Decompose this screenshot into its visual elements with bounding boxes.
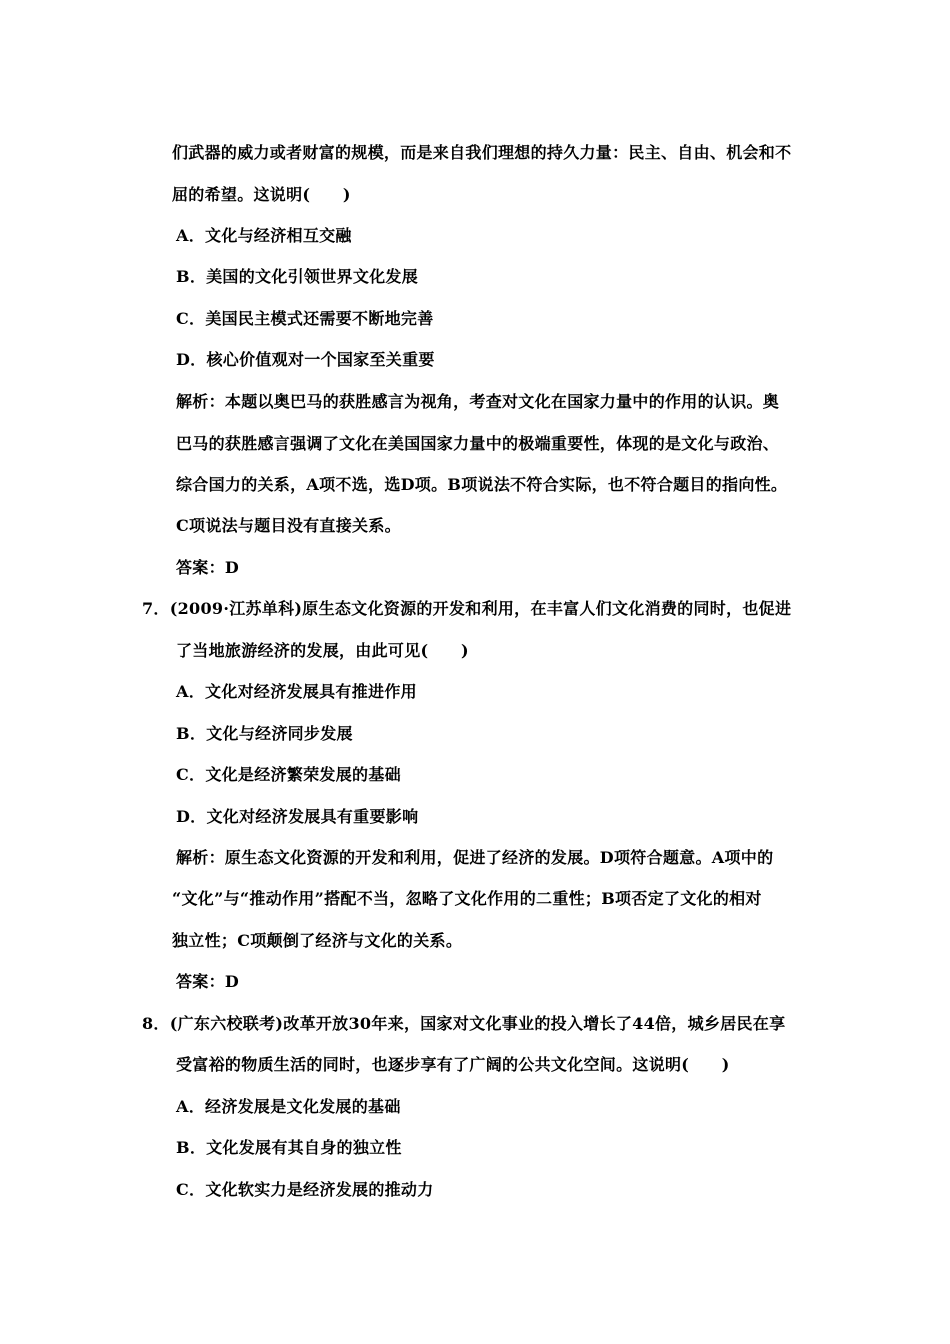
- q6-option-d: D．核心价值观对一个国家至关重要: [176, 350, 435, 369]
- q6-option-c: C．美国民主模式还需要不断地完善: [176, 309, 434, 328]
- q8-option-b: B．文化发展有其自身的独立性: [176, 1138, 402, 1157]
- q6-answer: 答案：D: [176, 558, 240, 577]
- q6-stem-line-1: 们武器的威力或者财富的规模，而是来自我们理想的持久力量：民主、自由、机会和不: [172, 143, 792, 162]
- q7-analysis-line-3: 独立性；C项颠倒了经济与文化的关系。: [172, 931, 463, 950]
- q7-answer: 答案：D: [176, 972, 240, 991]
- q6-analysis-line-2: 巴马的获胜感言强调了文化在美国国家力量中的极端重要性，体现的是文化与政治、: [176, 434, 780, 453]
- q7-stem-line-1: 7．(2009·江苏单科)原生态文化资源的开发和利用，在丰富人们文化消费的同时，也促进: [142, 599, 792, 618]
- q8-stem-line-1: 8．(广东六校联考)改革开放30年来，国家对文化事业的投入增长了44倍，城乡居民在享: [142, 1014, 786, 1033]
- q6-option-b: B．美国的文化引领世界文化发展: [176, 267, 419, 286]
- q8-option-a: A．经济发展是文化发展的基础: [176, 1097, 401, 1116]
- q6-option-a: A．文化与经济相互交融: [176, 226, 352, 245]
- q7-option-c: C．文化是经济繁荣发展的基础: [176, 765, 401, 784]
- q6-analysis-line-1: 解析：本题以奥巴马的获胜感言为视角，考查对文化在国家力量中的作用的认识。奥: [176, 392, 780, 411]
- q8-stem-line-2: 受富裕的物质生活的同时，也逐步享有了广阔的公共文化空间。这说明( ): [176, 1055, 730, 1074]
- q7-analysis-line-1: 解析：原生态文化资源的开发和利用，促进了经济的发展。D项符合题意。A项中的: [176, 848, 774, 867]
- q7-analysis-line-2: “文化”与“推动作用”搭配不当，忽略了文化作用的二重性；B项否定了文化的相对: [172, 889, 762, 908]
- q7-option-b: B．文化与经济同步发展: [176, 724, 353, 743]
- q7-option-d: D．文化对经济发展具有重要影响: [176, 807, 419, 826]
- q6-stem-line-2: 屈的希望。这说明( ): [172, 185, 351, 204]
- q8-option-c: C．文化软实力是经济发展的推动力: [176, 1180, 434, 1199]
- q7-stem-line-2: 了当地旅游经济的发展，由此可见( ): [176, 641, 469, 660]
- q6-analysis-line-3: 综合国力的关系，A项不选，选D项。B项说法不符合实际，也不符合题目的指向性。: [176, 475, 788, 494]
- q7-option-a: A．文化对经济发展具有推进作用: [176, 682, 417, 701]
- q6-analysis-line-4: C项说法与题目没有直接关系。: [176, 516, 401, 535]
